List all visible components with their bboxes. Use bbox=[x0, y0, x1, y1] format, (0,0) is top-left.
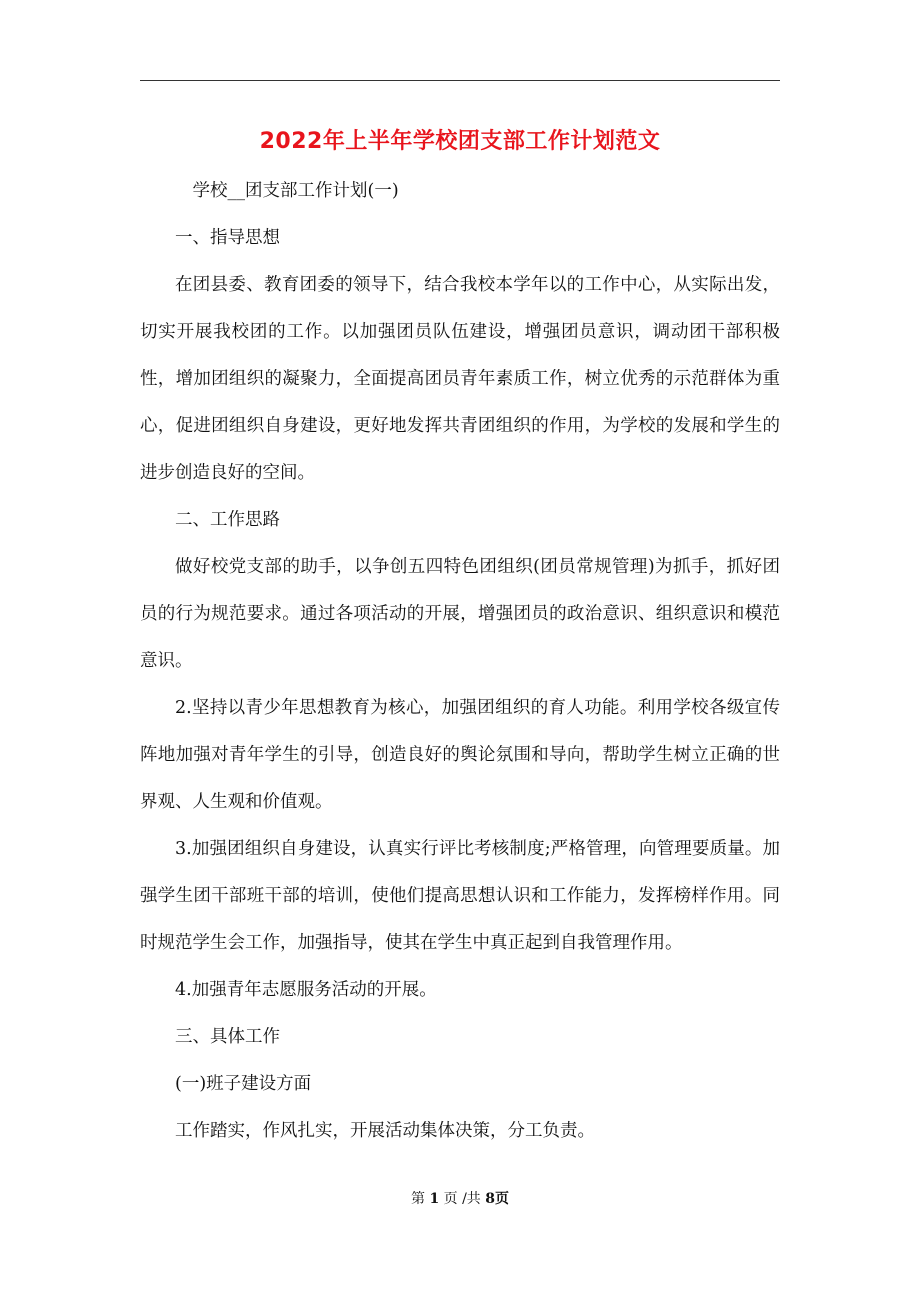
page-footer bbox=[0, 1188, 920, 1208]
section-heading-guiding-ideology: 一、指导思想 bbox=[175, 228, 280, 248]
body-paragraph: 在团县委、教育团委的领导下，结合我校本学年以的工作中心，从实际出发，切实开展我校团的工作。以加强团员队伍建设，增强团员意识，调动团干部积极性，增加团组织的凝聚力，全面提高团员青年素质工作，树立优秀的示范群体为重心，促进团组织自身建设，更好地发挥共青团组织的作用，为学校的发展和学生的进步创造良好的空间。 bbox=[140, 275, 780, 483]
document-body bbox=[140, 168, 780, 1155]
footer-total-pages: 8 bbox=[485, 1191, 496, 1207]
section-heading-work-ideas: 二、工作思路 bbox=[175, 510, 280, 530]
subsection-heading: (一)班子建设方面 bbox=[175, 1074, 312, 1094]
footer-current-page: 1 bbox=[429, 1191, 440, 1207]
body-paragraph: 做好校党支部的助手，以争创五四特色团组织(团员常规管理)为抓手，抓好团员的行为规范要求。通过各项活动的开展，增强团员的政治意识、组织意识和模范意识。 bbox=[140, 557, 780, 671]
body-paragraph: 工作踏实，作风扎实，开展活动集体决策，分工负责。 bbox=[175, 1121, 595, 1141]
footer-middle: 页 /共 bbox=[443, 1191, 481, 1207]
footer-suffix: 页 bbox=[495, 1191, 510, 1207]
document-title: 2022年上半年学校团支部工作计划范文 bbox=[259, 129, 661, 154]
section-heading-specific-work: 三、具体工作 bbox=[175, 1027, 280, 1047]
body-paragraph: 4.加强青年志愿服务活动的开展。 bbox=[175, 980, 437, 1000]
footer-prefix: 第 bbox=[410, 1191, 425, 1207]
subtitle-paragraph: 学校__团支部工作计划(一) bbox=[192, 181, 399, 201]
body-paragraph: 3.加强团组织自身建设，认真实行评比考核制度;严格管理，向管理要质量。加强学生团干部班干部的培训，使他们提高思想认识和工作能力，发挥榜样作用。同时规范学生会工作，加强指导，使其在学生中真正起到自我管理作用。 bbox=[140, 839, 780, 953]
body-paragraph: 2.坚持以青少年思想教育为核心，加强团组织的育人功能。利用学校各级宣传阵地加强对青年学生的引导，创造良好的舆论氛围和导向，帮助学生树立正确的世界观、人生观和价值观。 bbox=[140, 698, 780, 812]
header-rule bbox=[140, 80, 780, 81]
